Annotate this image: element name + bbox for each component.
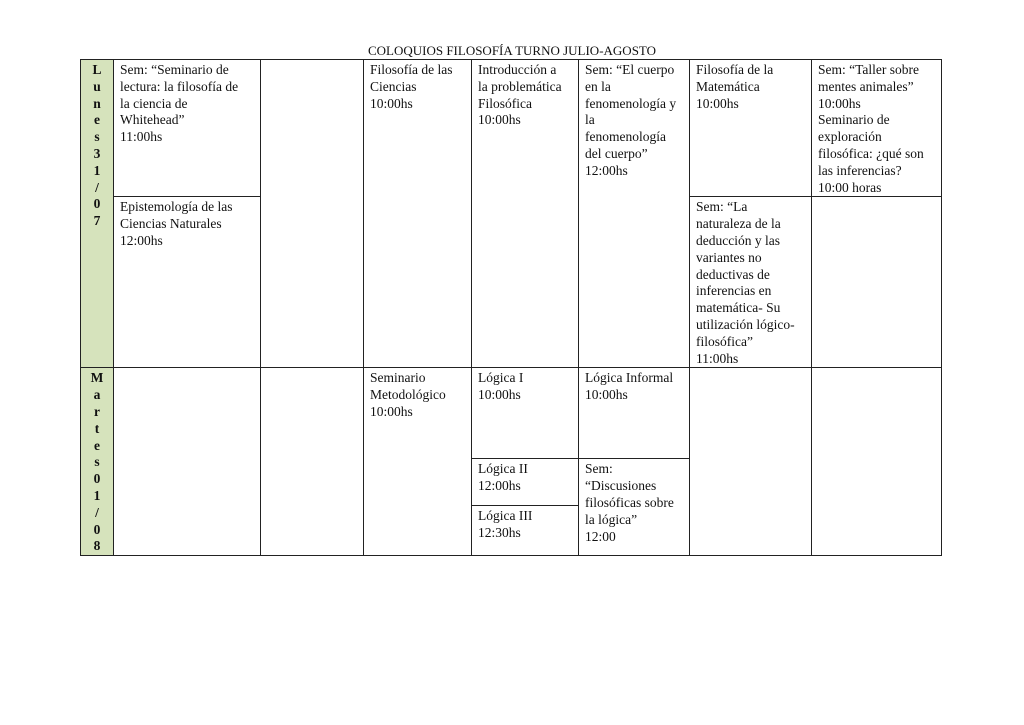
day-cell-tuesday <box>81 368 114 556</box>
schedule-cell: Epistemología de las Ciencias Naturales 12:00hs <box>114 197 261 368</box>
schedule-cell: Sem: “El cuerpo en la fenomenología y la fenomenología del cuerpo” 12:00hs <box>579 60 690 368</box>
schedule-table <box>80 59 942 556</box>
schedule-cell <box>690 368 812 556</box>
day-label-char: u <box>93 78 101 94</box>
day-label-char: 0 <box>93 196 101 212</box>
day-label-char: / <box>95 179 99 195</box>
day-label-char: L <box>92 62 102 77</box>
day-label-char: 1 <box>93 162 101 178</box>
day-label-char: 3 <box>93 145 101 161</box>
schedule-cell <box>261 368 364 556</box>
day-label-monday <box>81 62 113 230</box>
day-label-char: t <box>94 420 100 436</box>
schedule-cell: Sem: “Seminario de lectura: la filosofía de la ciencia de Whitehead” 11:00hs <box>114 60 261 197</box>
schedule-cell: Introducción a la problemática Filosófica 10:00hs <box>472 60 579 368</box>
day-label-char: a <box>93 387 101 403</box>
schedule-cell <box>261 60 364 368</box>
day-label-char: 0 <box>93 471 101 487</box>
day-label-char: M <box>90 370 104 386</box>
page-title: COLOQUIOS FILOSOFÍA TURNO JULIO-AGOSTO <box>367 43 657 58</box>
schedule-cell: Lógica II 12:00hs <box>472 459 579 506</box>
day-label-char: r <box>94 403 100 419</box>
schedule-cell: Filosofía de las Ciencias 10:00hs <box>364 60 472 368</box>
day-label-char: s <box>94 454 100 470</box>
table-row <box>81 368 942 459</box>
day-label-char: / <box>95 504 99 520</box>
day-label-char: e <box>94 112 100 128</box>
day-label-char: 7 <box>93 213 101 229</box>
schedule-cell: Lógica Informal 10:00hs <box>579 368 690 459</box>
schedule-cell: Sem: “La naturaleza de la deducción y las variantes no deductivas de inferencias en matemática- Su utilización lógico- filosófica” 11:00hs <box>690 197 812 368</box>
schedule-cell: Seminario Metodológico 10:00hs <box>364 368 472 556</box>
schedule-cell <box>812 368 942 556</box>
table-row <box>81 60 942 197</box>
schedule-cell: Sem: “Discusiones filosóficas sobre la lógica” 12:00 <box>579 459 690 556</box>
schedule-cell: Lógica I 10:00hs <box>472 368 579 459</box>
day-label-char: 8 <box>93 538 101 554</box>
day-label-char: s <box>94 129 100 145</box>
day-label-char: e <box>94 437 100 453</box>
schedule-cell: Filosofía de la Matemática 10:00hs <box>690 60 812 197</box>
day-label-char: n <box>93 95 101 111</box>
day-label-char: 1 <box>93 487 101 503</box>
schedule-cell: Lógica III 12:30hs <box>472 506 579 556</box>
day-label-tuesday <box>81 370 113 555</box>
schedule-cell <box>812 197 942 368</box>
schedule-cell <box>114 368 261 556</box>
day-cell-monday <box>81 60 114 368</box>
day-label-char: 0 <box>93 521 101 537</box>
schedule-cell: Sem: “Taller sobre mentes animales” 10:00hs Seminario de exploración filosófica: ¿qué son las inferencias? 10:00 horas <box>812 60 942 197</box>
